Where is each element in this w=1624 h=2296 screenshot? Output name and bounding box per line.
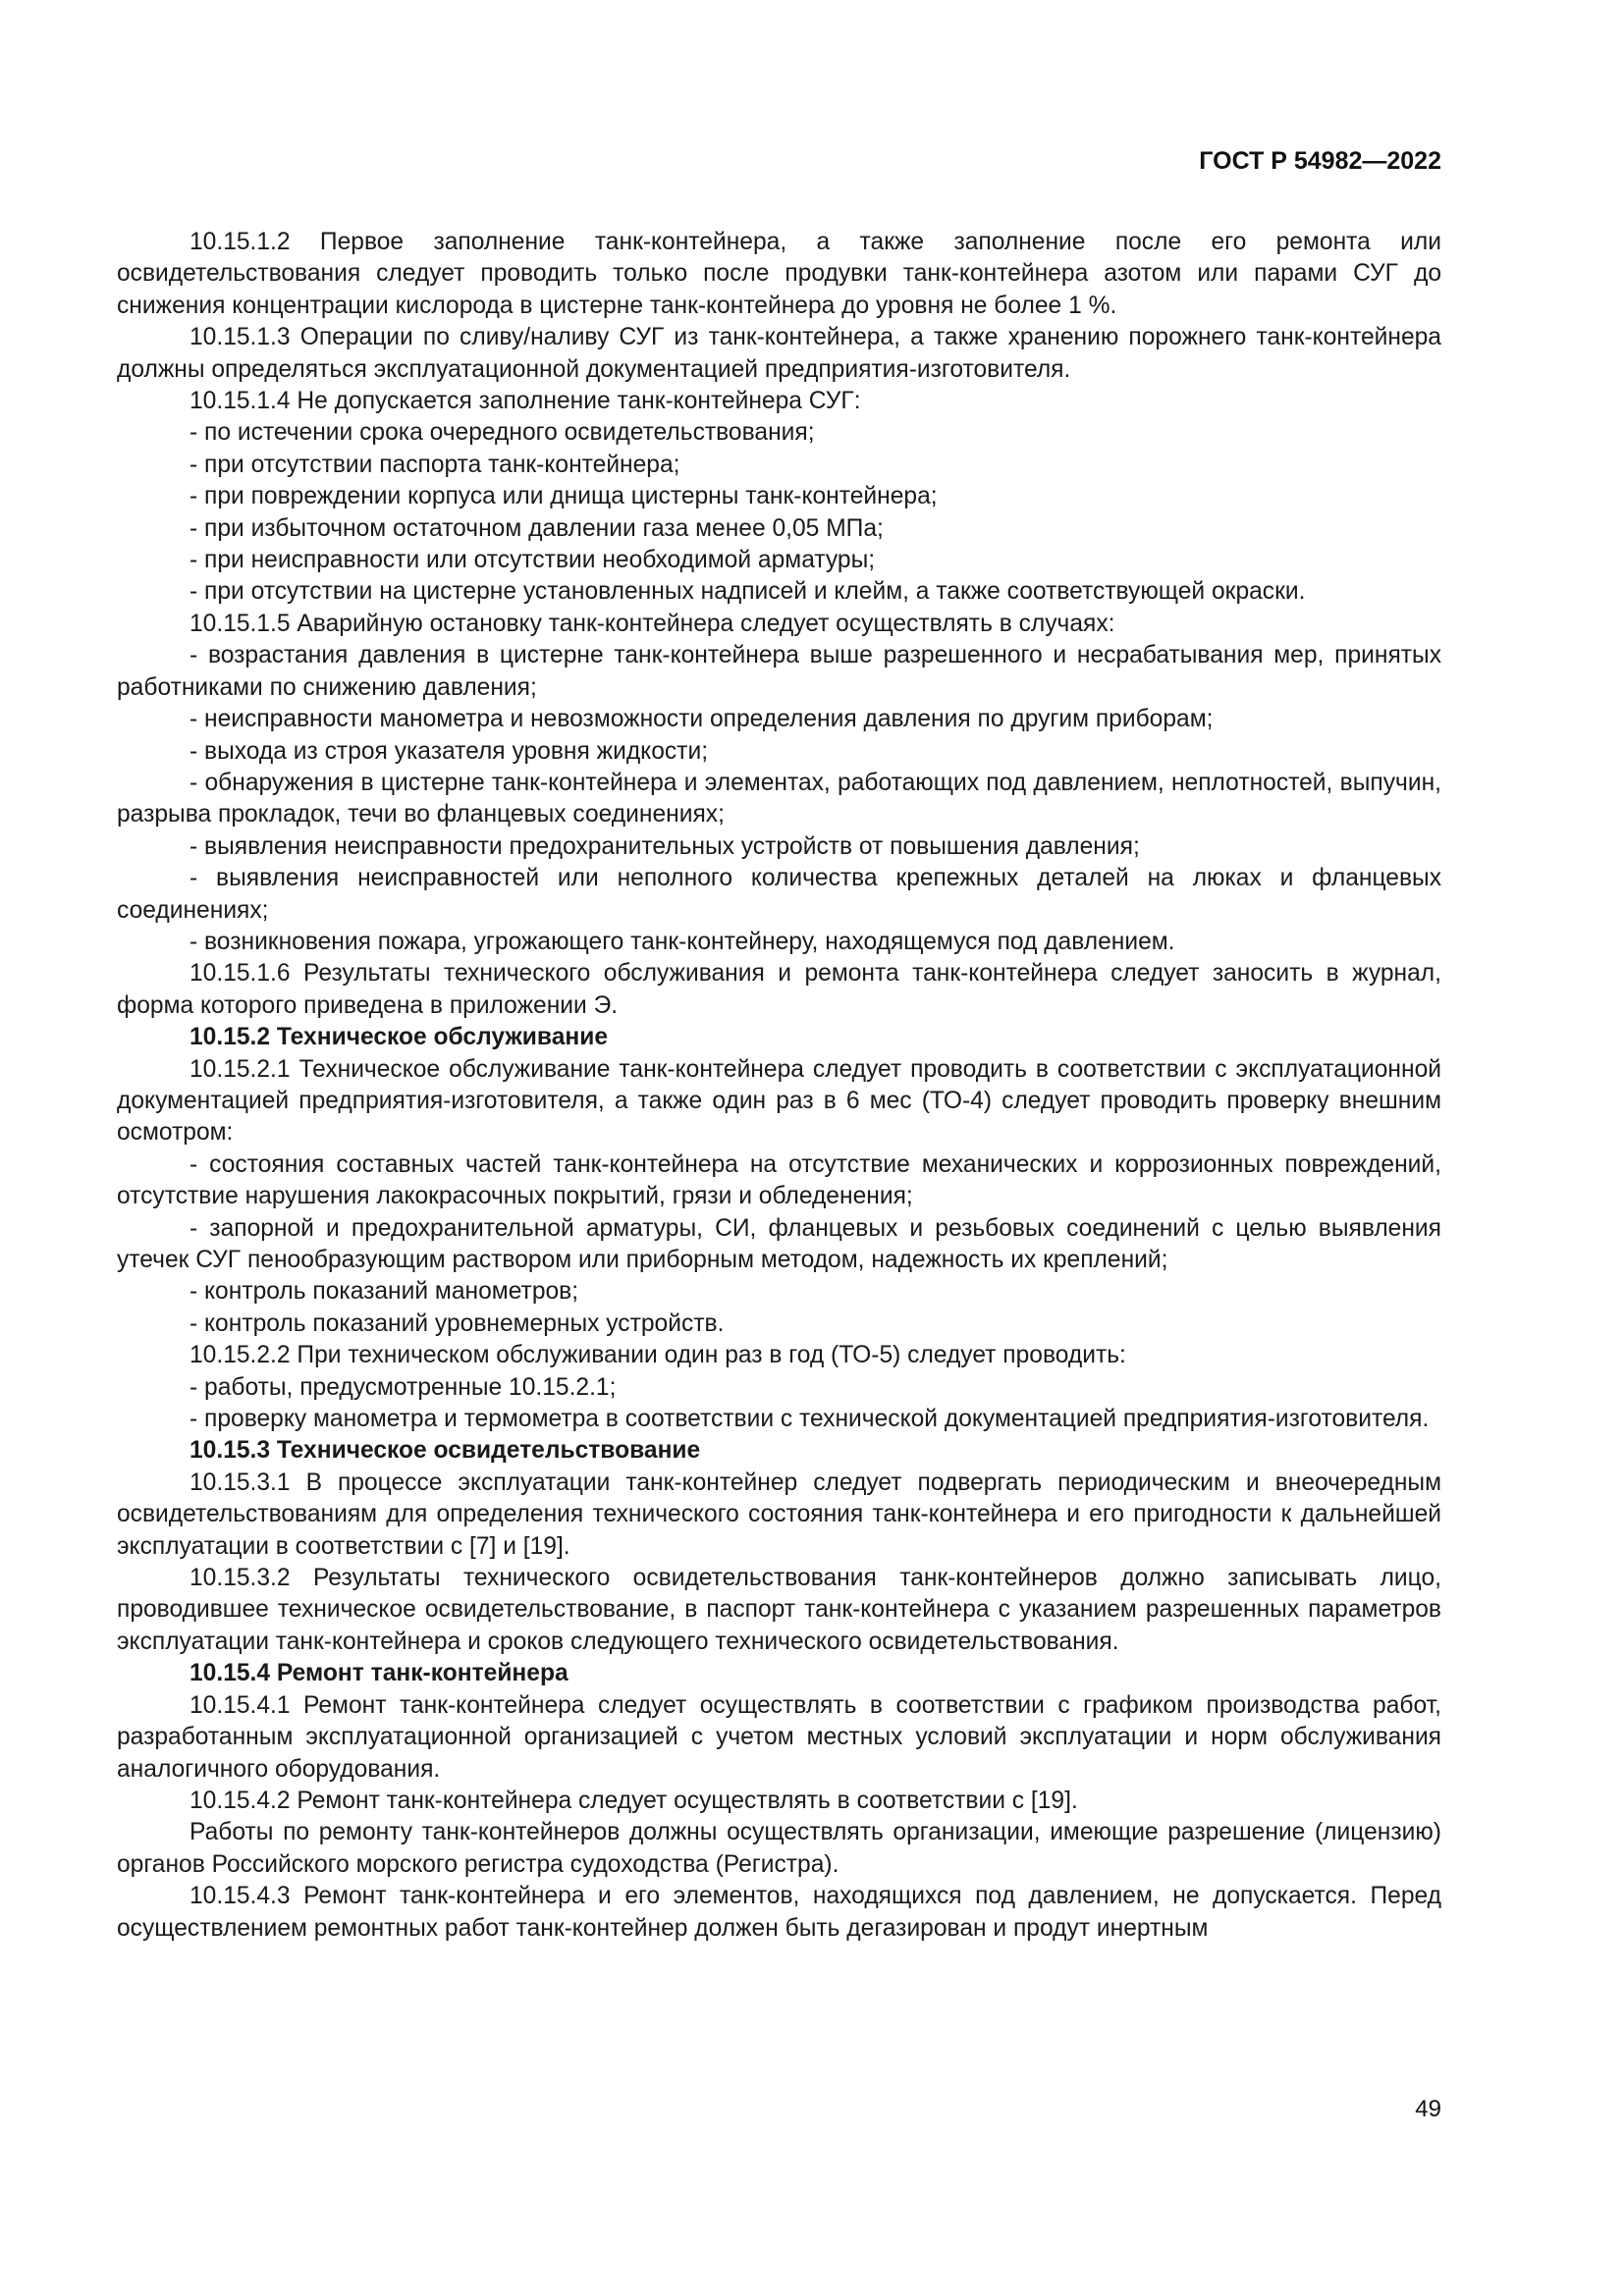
- paragraph: - при избыточном остаточном давлении газа менее 0,05 МПа;: [189, 514, 884, 542]
- paragraph: 10.15.1.4 Не допускается заполнение танк-контейнера СУГ:: [189, 388, 861, 415]
- paragraph: - выявления неисправности предохранительных устройств от повышения давления;: [189, 832, 1140, 860]
- paragraph: 10.15.1.5 Аварийную остановку танк-контейнера следует осуществлять в случаях:: [189, 610, 1115, 637]
- paragraph: 10.15.2.2 При техническом обслуживании один раз в год (ТО-5) следует проводить:: [189, 1342, 1126, 1369]
- section-heading: 10.15.2 Техническое обслуживание: [189, 1024, 609, 1051]
- paragraph: - возникновения пожара, угрожающего танк-контейнеру, находящемуся под давлением.: [189, 928, 1175, 955]
- paragraph: - контроль показаний уровнемерных устройств.: [189, 1309, 725, 1337]
- paragraph: - при отсутствии паспорта танк-контейнера;: [189, 451, 680, 478]
- paragraph: - выявления неисправностей или неполного количества крепежных деталей на люках и фланцевых соединениях;: [117, 865, 1441, 924]
- section-heading: 10.15.4 Ремонт танк-контейнера: [189, 1660, 568, 1687]
- paragraph: - выхода из строя указателя уровня жидкости;: [189, 737, 709, 765]
- paragraph: 10.15.1.3 Операции по сливу/наливу СУГ из танк-контейнера, а также хранению порожнего танк-контейнера должны определяться эксплуатационной документацией предприятия-изготовителя.: [117, 324, 1441, 383]
- page-number: 49: [1415, 2096, 1441, 2122]
- paragraph: - обнаружения в цистерне танк-контейнера и элементах, работающих под давлением, неплотностей, выпучин, разрыва прокладок, течи во фланцевых соединениях;: [117, 769, 1441, 828]
- paragraph: 10.15.4.3 Ремонт танк-контейнера и его элементов, находящихся под давлением, не допускается. Перед осуществлением ремонтных работ танк-контейнер должен быть дегазирован и продут инертным: [117, 1883, 1441, 1942]
- paragraph: - при отсутствии на цистерне установленных надписей и клейм, а также соответствующей окраски.: [189, 578, 1306, 606]
- section-heading: 10.15.3 Техническое освидетельствование: [189, 1437, 701, 1465]
- paragraph: - по истечении срока очередного освидетельствования;: [189, 419, 815, 447]
- paragraph: - при неисправности или отсутствии необходимой арматуры;: [189, 547, 876, 574]
- paragraph: Работы по ремонту танк-контейнеров должны осуществлять организации, имеющие разрешение (лицензию) органов Российского морского регистра судоходства (Регистра).: [117, 1819, 1441, 1878]
- paragraph: 10.15.3.1 В процессе эксплуатации танк-контейнер следует подвергать периодическим и внеочередным освидетельствованиям для определения технического состояния танк-контейнера и его пригодности к дальнейшей эксплуатации в соответствии с [7] и [19].: [117, 1468, 1441, 1560]
- document-header: ГОСТ Р 54982—2022: [1199, 147, 1441, 175]
- paragraph: 10.15.4.1 Ремонт танк-контейнера следует осуществлять в соответствии с графиком производства работ, разработанным эксплуатационной организацией с учетом местных условий эксплуатации и норм обслуживания аналогичного оборудования.: [117, 1691, 1441, 1783]
- paragraph: - неисправности манометра и невозможности определения давления по другим приборам;: [189, 706, 1214, 733]
- paragraph: - проверку манометра и термометра в соответствии с технической документацией предприятия-изготовителя.: [189, 1406, 1430, 1433]
- paragraph: 10.15.3.2 Результаты технического освидетельствования танк-контейнеров должно записывать лицо, проводившее техническое освидетельствование, в паспорт танк-контейнера с указанием разрешенных параметров эксплуатации танк-контейнера и сроков следующего технического освидетельствования.: [117, 1565, 1441, 1655]
- paragraph: 10.15.1.6 Результаты технического обслуживания и ремонта танк-контейнера следует заносить в журнал, форма которого приведена в приложении Э.: [117, 960, 1441, 1019]
- paragraph: - состояния составных частей танк-контейнера на отсутствие механических и коррозионных повреждений, отсутствие нарушения лакокрасочных покрытий, грязи и обледенения;: [117, 1150, 1441, 1210]
- paragraph: 10.15.1.2 Первое заполнение танк-контейнера, а также заполнение после его ремонта или освидетельствования следует проводить только после продувки танк-контейнера азотом или парами СУГ до снижения концентрации кислорода в цистерне танк-контейнера до уровня не более 1 %.: [117, 229, 1441, 319]
- paragraph: - контроль показаний манометров;: [189, 1278, 579, 1306]
- paragraph: - работы, предусмотренные 10.15.2.1;: [189, 1373, 617, 1401]
- document-body: [117, 227, 1441, 1945]
- paragraph: - возрастания давления в цистерне танк-контейнера выше разрешенного и несрабатывания мер, принятых работниками по снижению давления;: [117, 642, 1441, 701]
- paragraph: - запорной и предохранительной арматуры, СИ, фланцевых и резьбовых соединений с целью выявления утечек СУГ пенообразующим раствором или приборным методом, надежность их креплений;: [117, 1214, 1441, 1273]
- paragraph: 10.15.2.1 Техническое обслуживание танк-контейнера следует проводить в соответствии с эксплуатационной документацией предприятия-изготовителя, а также один раз в 6 мес (ТО-4) следует проводить проверку внешним осмотром:: [117, 1055, 1441, 1147]
- paragraph: 10.15.4.2 Ремонт танк-контейнера следует осуществлять в соответствии с [19].: [189, 1787, 1078, 1814]
- paragraph: - при повреждении корпуса или днища цистерны танк-контейнера;: [189, 483, 938, 510]
